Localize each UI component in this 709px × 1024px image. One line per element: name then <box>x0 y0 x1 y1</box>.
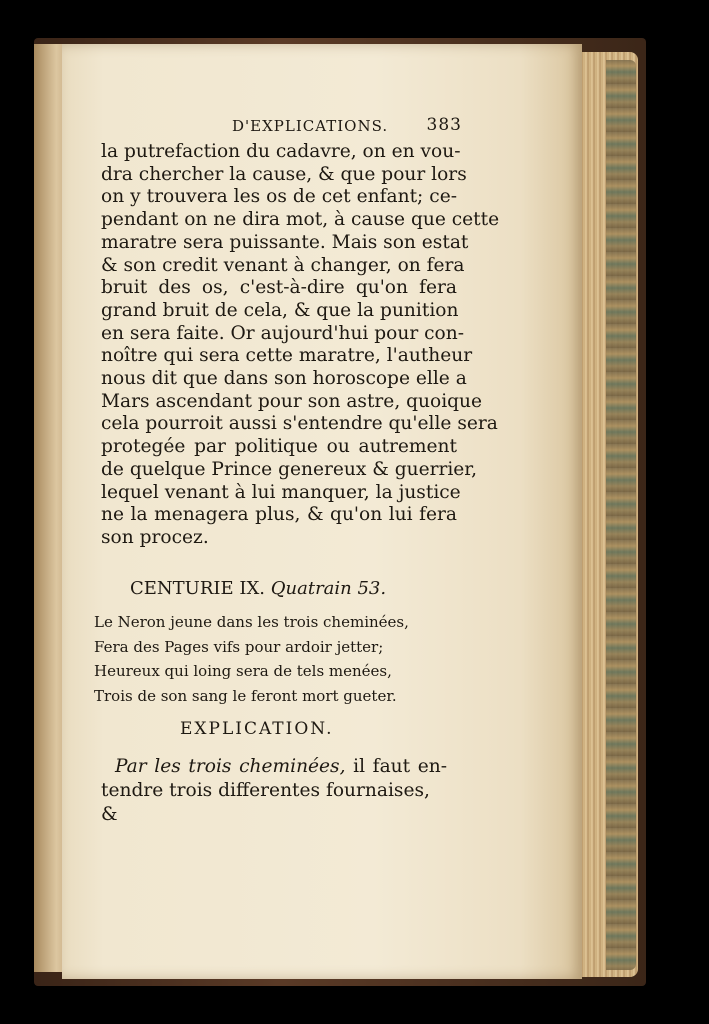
explication-line <box>101 755 447 779</box>
text-line: bruit des os, c'est-à-dire qu'on fera <box>101 277 457 299</box>
explication-paragraph <box>101 755 447 827</box>
page-number: 383 <box>426 115 462 135</box>
text-line: en sera faite. Or aujourd'hui pour con- <box>101 322 465 344</box>
quatrain-label: Quatrain 53. <box>270 578 387 599</box>
main-paragraph <box>101 141 500 550</box>
explication-heading: EXPLICATION. <box>180 719 334 739</box>
verse-line: Heureux qui loing sera de tels menées, <box>94 662 392 680</box>
running-header <box>232 117 462 141</box>
quatrain-verse <box>94 610 414 708</box>
centurie-heading <box>130 578 410 599</box>
text-line: la putrefaction du cadavre, on en vou- <box>101 141 461 162</box>
text-line: on y trouvera les os de cet enfant; ce- <box>101 186 457 208</box>
text-line: Mars ascendant pour son astre, quoique <box>101 390 483 412</box>
text-line: lequel venant à lui manquer, la justice <box>101 481 461 503</box>
text-line: noître qui sera cette maratre, l'autheur <box>101 345 473 367</box>
verse-line: Trois de son sang le feront mort gueter. <box>94 686 397 705</box>
text-line: & son credit venant à changer, on fera <box>101 254 465 276</box>
text-line: dra chercher la cause, & que pour lors <box>101 163 467 185</box>
italic-phrase: Par les trois cheminées, <box>115 756 346 777</box>
text-line: maratre sera puissante. Mais son estat <box>101 231 469 253</box>
centurie-label: CENTURIE IX. <box>130 578 266 599</box>
text-line: pendant on ne dira mot, à cause que cette <box>101 209 500 231</box>
text-line: nous dit que dans son horoscope elle a <box>101 368 467 390</box>
verse-line: Fera des Pages vifs pour ardoir jetter; <box>94 637 384 656</box>
text-line: ne la menagera plus, & qu'on lui fera <box>101 504 457 526</box>
text-line: de quelque Prince genereux & guerrier, <box>101 458 478 480</box>
verse-line: Le Neron jeune dans les trois cheminées, <box>94 613 409 631</box>
text-line-last: son procez. <box>101 526 209 548</box>
line-rest: il faut en- <box>353 756 447 777</box>
text-line: cela pourroit aussi s'entendre qu'elle sera <box>101 413 498 435</box>
marbled-edge <box>606 60 636 970</box>
text-line: grand bruit de cela, & que la punition <box>101 299 459 321</box>
running-title: D'EXPLICATIONS. <box>232 117 389 135</box>
explication-line: tendre trois differentes fournaises, & <box>101 780 430 825</box>
text-line: protegée par politique ou autrement <box>101 436 457 458</box>
